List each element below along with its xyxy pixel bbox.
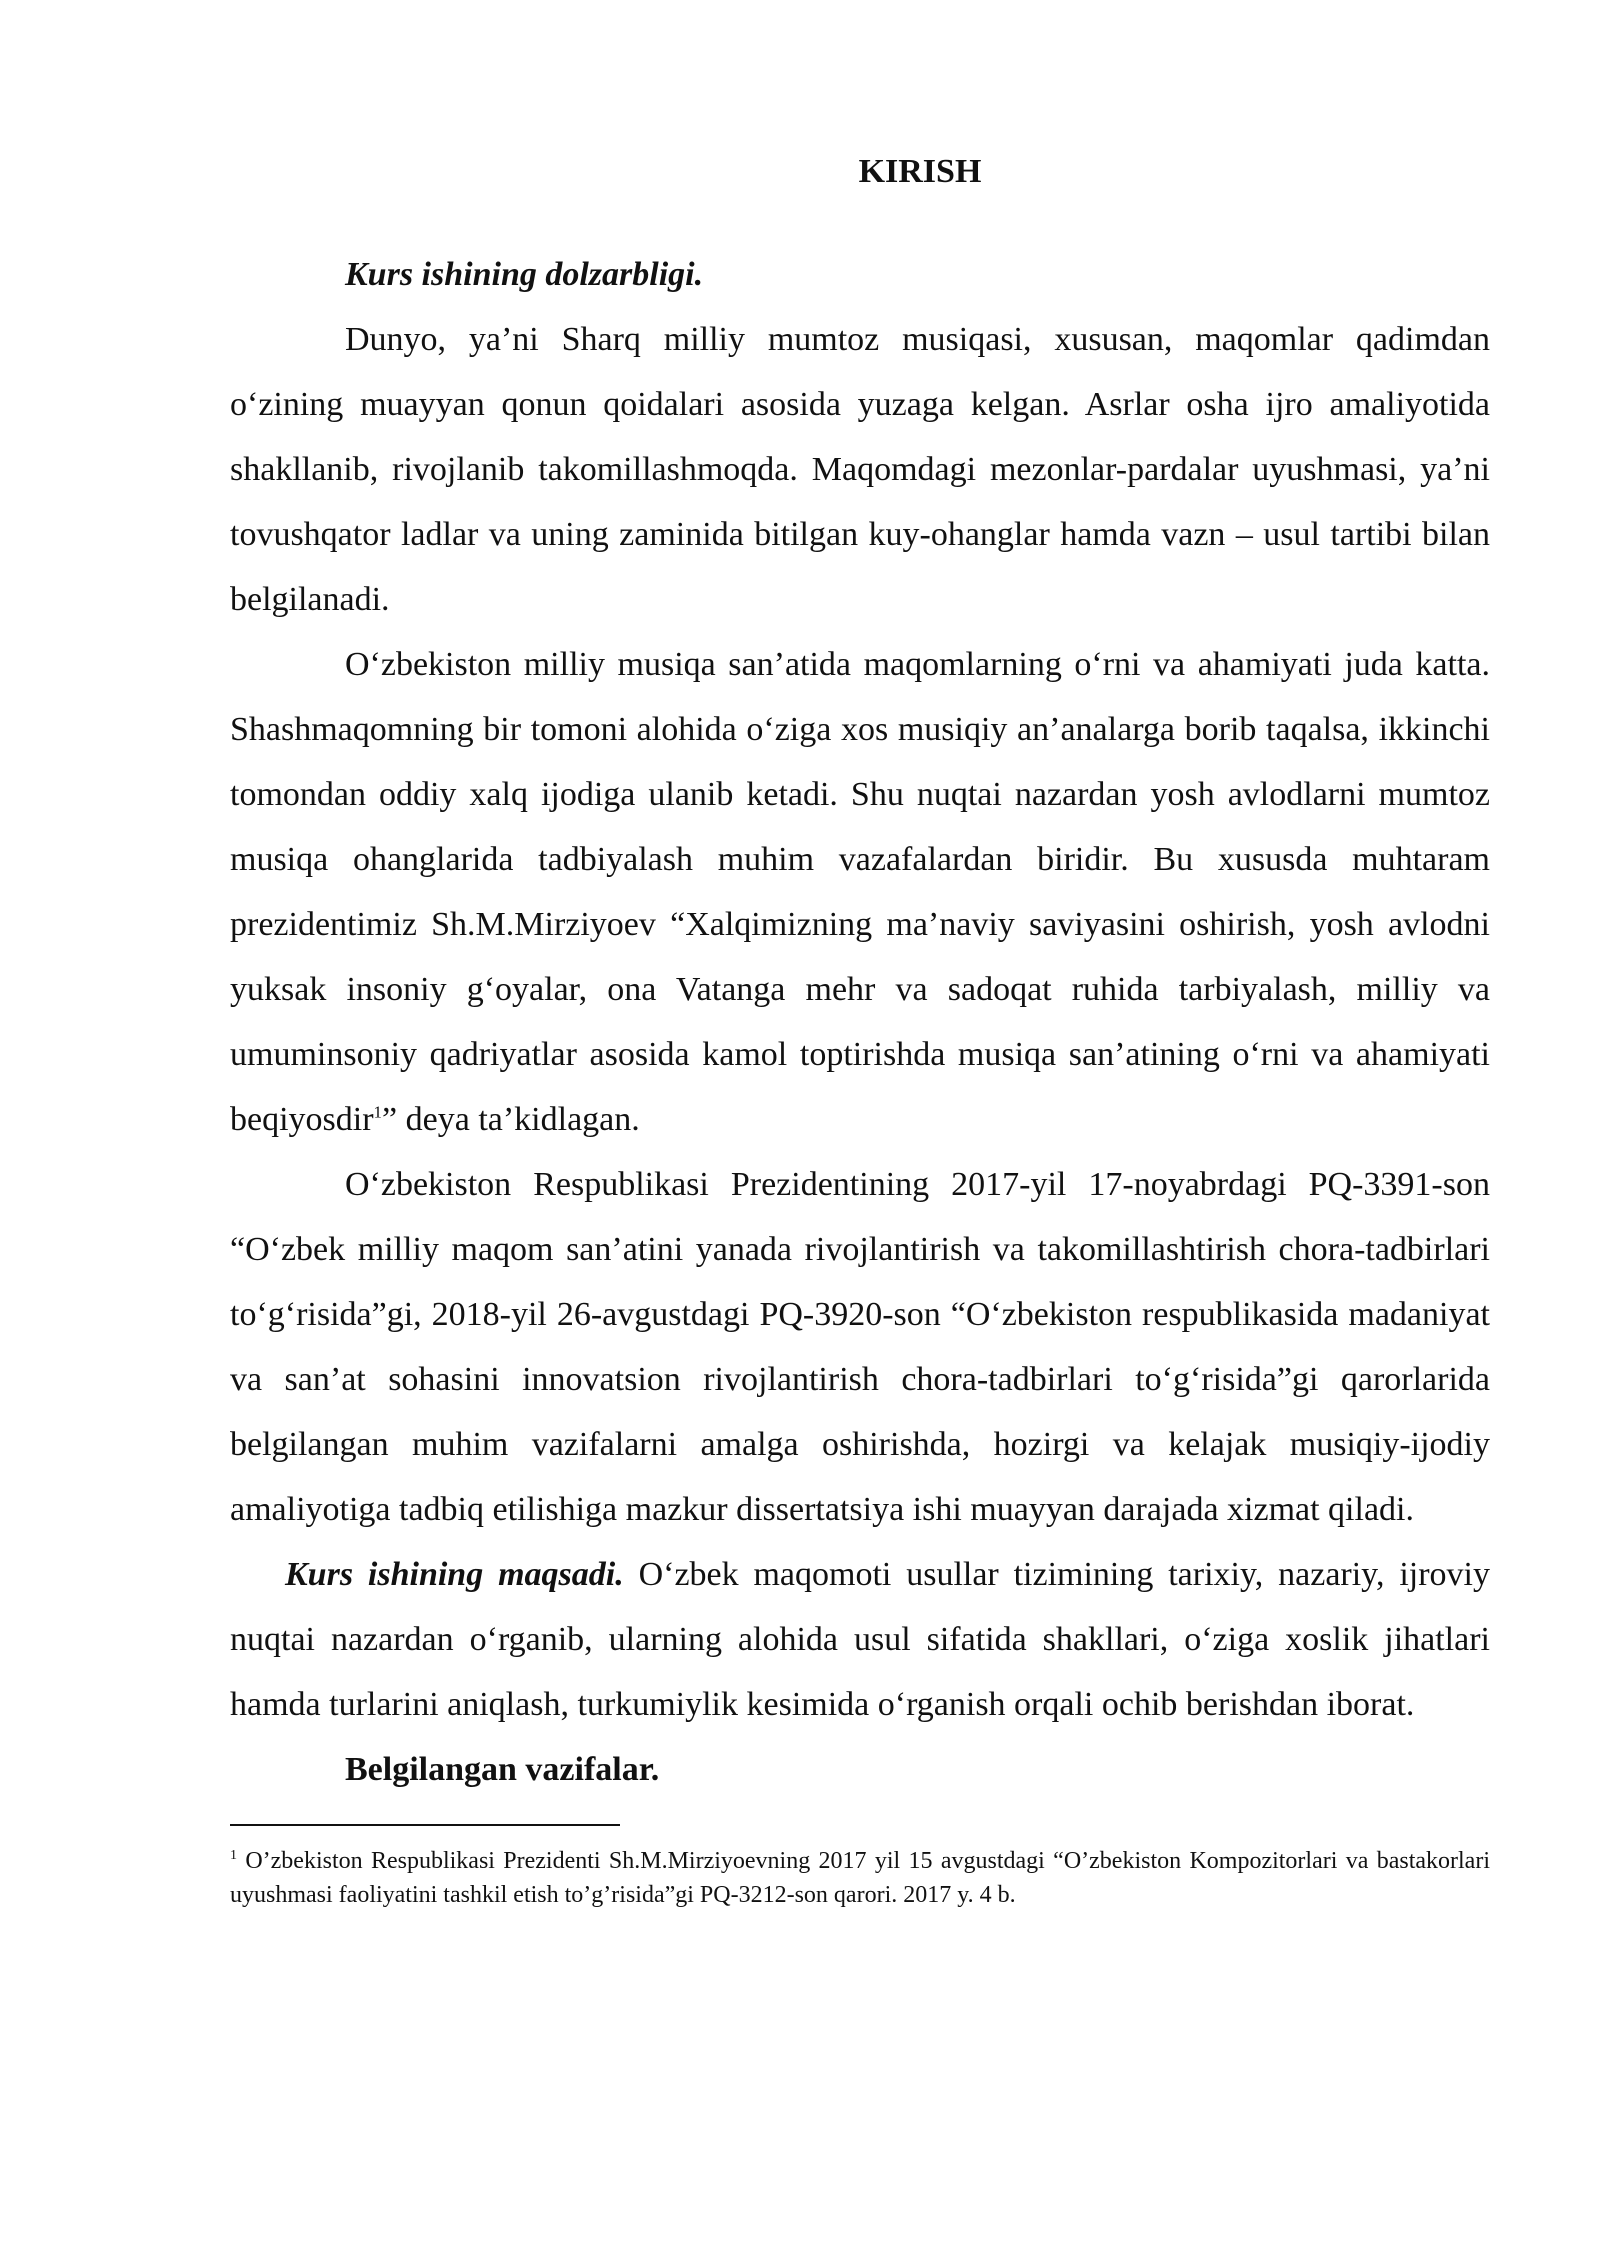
paragraph-2-text: O‘zbekiston milliy musiqa san’atida maqomlarning o‘rni va ahamiyati juda katta. Shashmaqomning bir tomoni alohida o‘ziga xos musiqiy an’analarga borib taqalsa, ikkinchi tomondan oddiy xalq ijodiga ulanib ketadi. Shu nuqtai nazardan yosh avlodlarni mumtoz musiqa ohanglarida tadbiyalash muhim vazafalardan biridir. Bu xususda muhtaram prezidentimiz Sh.M.Mirziyoev “Xalqimizning ma’naviy saviyasini oshirish, yosh avlodni yuksak insoniy g‘oyalar, ona Vatanga mehr va sadoqat ruhida tarbiyalash, milliy va umuminsoniy qadriyatlar asosida kamol toptirishda musiqa san’atining o‘rni va ahamiyati beqiyosdir: [230, 646, 1490, 1139]
section-title-relevance: Kurs ishining dolzarbligi.: [345, 256, 704, 294]
paragraph-2: [230, 632, 1490, 1152]
footnote-divider: [230, 1824, 620, 1826]
paragraph-1: Dunyo, ya’ni Sharq milliy mumtoz musiqasi, xususan, maqomlar qadimdan o‘zining muayyan qonun qoidalari asosida yuzaga kelgan. Asrlar osha ijro amaliyotida shakllanib, rivojlanib takomillashmoqda. Maqomdagi mezonlar-pardalar uyushmasi, ya’ni tovushqator ladlar va uning zaminida bitilgan kuy-ohanglar hamda vazn – usul tartibi bilan belgilanadi.: [230, 321, 1490, 619]
paragraph-3: O‘zbekiston Respublikasi Prezidentining 2017-yil 17-noyabrdagi PQ-3391-son “O‘zbek milliy maqom san’atini yanada rivojlantirish va takomillashtirish chora-tadbirlari to‘g‘risida”gi, 2018-yil 26-avgustdagi PQ-3920-son “O‘zbekiston respublikasida madaniyat va san’at sohasini innovatsion rivojlantirish chora-tadbirlari to‘g‘risida”gi qarorlarida belgilangan muhim vazifalarni amalga oshirishda, hozirgi va kelajak musiqiy-ijodiy amaliyotiga tadbiq etilishiga mazkur dissertatsiya ishi muayyan darajada xizmat qiladi.: [230, 1166, 1490, 1529]
paragraph-4: [230, 1542, 1490, 1737]
section-title-goal: Kurs ishining maqsadi.: [285, 1556, 624, 1594]
paragraph-2-ending: ” deya ta’kidlagan.: [382, 1101, 640, 1139]
page-title: KIRISH: [858, 153, 982, 190]
section-title-tasks: Belgilangan vazifalar.: [345, 1751, 660, 1789]
footnote-reference[interactable]: 1: [373, 1102, 383, 1122]
document-page: [230, 150, 1490, 1912]
footnote: [230, 1844, 1490, 1912]
footnote-text: O’zbekiston Respublikasi Prezidenti Sh.M.Mirziyoevning 2017 yil 15 avgustdagi “O’zbekiston Kompozitorlari va bastakorlari uyushmasi faoliyatini tashkil etish to’g’risida”gi PQ-3212-son qarori. 2017 y. 4 b.: [230, 1848, 1490, 1909]
footnote-mark: 1: [230, 1848, 237, 1864]
paragraph-4-text: O‘zbek maqomoti usullar tizimining tarixiy, nazariy, ijroviy nuqtai nazardan o‘rganib, ularning alohida usul sifatida shakllari, o‘ziga xoslik jihatlari hamda turlarini aniqlash, turkumiylik kesimida o‘rganish orqali ochib berishdan iborat.: [230, 1556, 1490, 1724]
